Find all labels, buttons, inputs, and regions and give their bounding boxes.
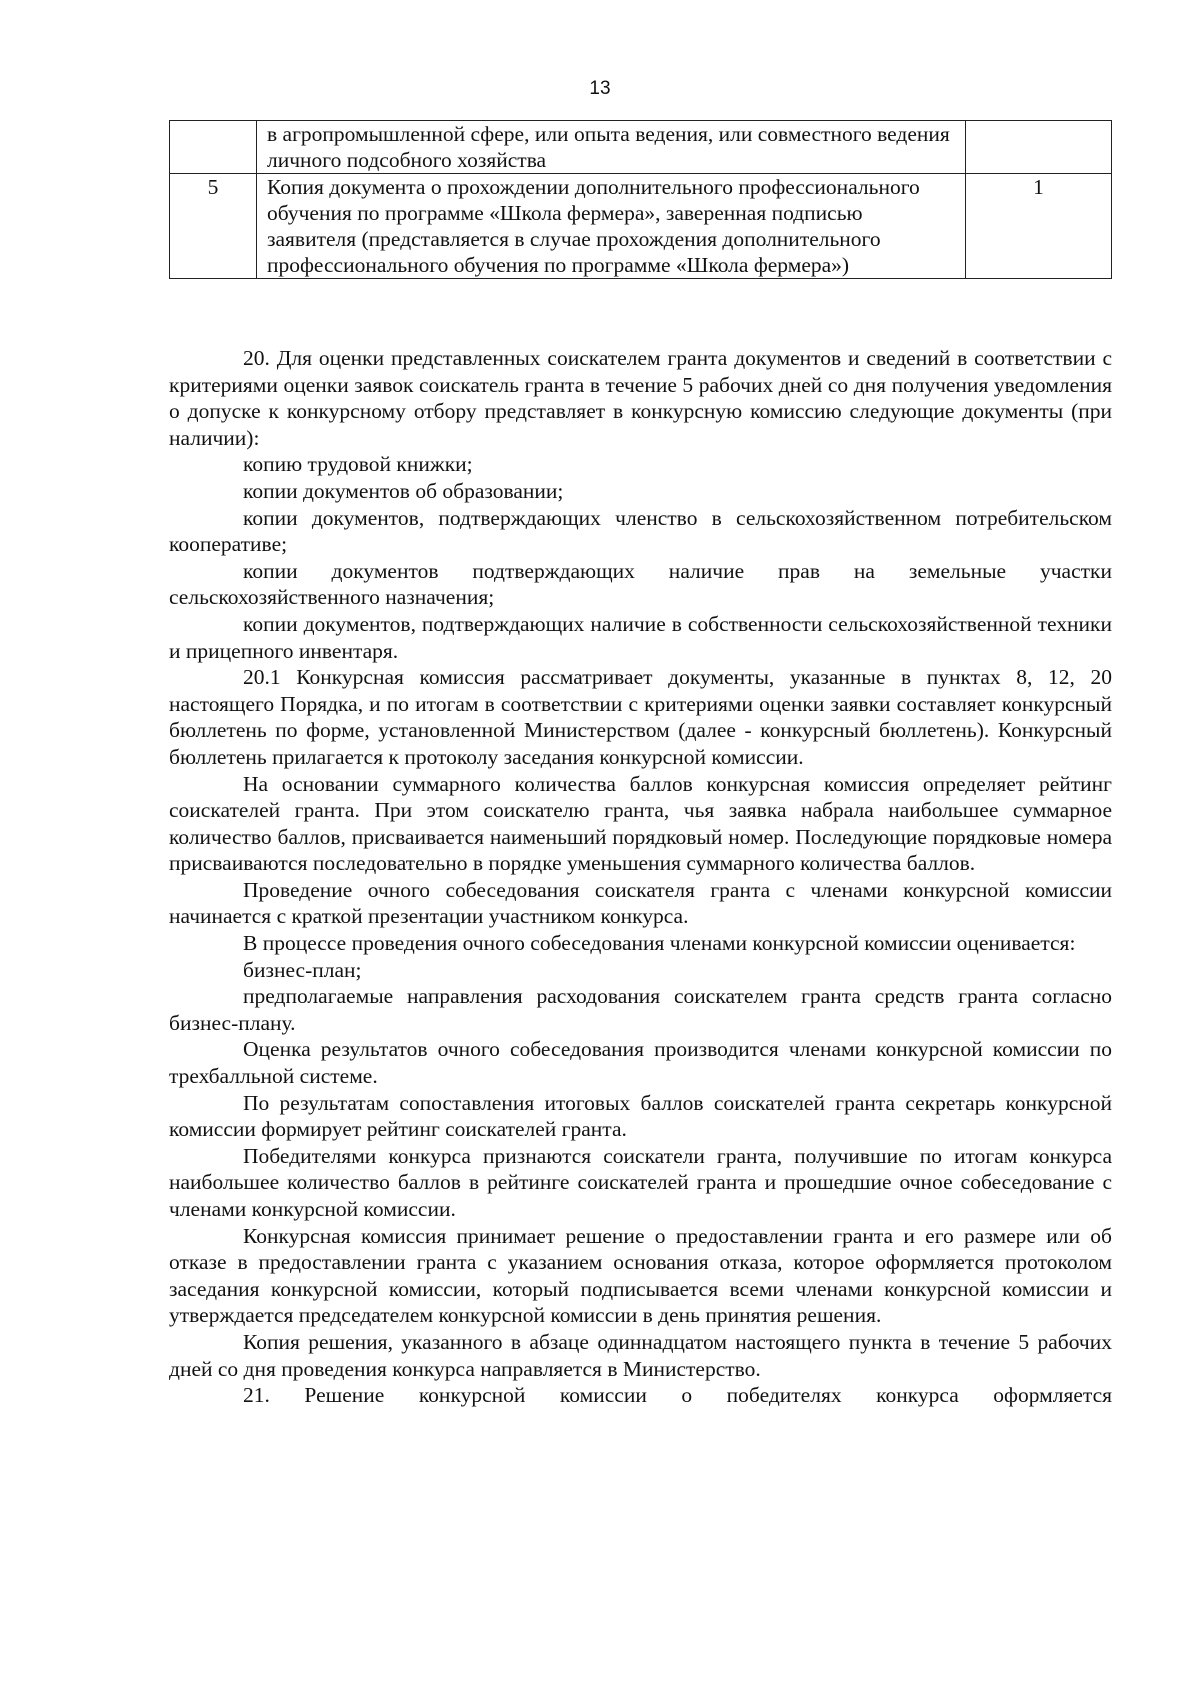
list-item: копии документов, подтверждающих членство в сельскохозяйственном потребительском кооперативе;	[169, 505, 1112, 557]
document-body	[169, 345, 1112, 1409]
criteria-table	[169, 120, 1112, 279]
list-item: копии документов об образовании;	[243, 478, 564, 503]
list-item: копии документов подтверждающих наличие прав на земельные участки сельскохозяйственного назначения;	[169, 558, 1112, 610]
paragraph: В процессе проведения очного собеседования членами конкурсной комиссии оценивается:	[243, 931, 1076, 956]
list-item: копии документов, подтверждающих наличие в собственности сельскохозяйственной техники и прицепного инвентаря.	[169, 611, 1112, 663]
table-cell-score	[966, 121, 1112, 174]
paragraph: Проведение очного собеседования соискателя гранта с членами конкурсной комиссии начинается с краткой презентации участником конкурса.	[169, 877, 1112, 929]
paragraph: Конкурсная комиссия принимает решение о предоставлении гранта и его размере или об отказе в предоставлении гранта с указанием основания отказа, которое оформляется протоколом заседания конкурсной комиссии, который подписывается всеми членами конкурсной комиссии и утверждается председателем конкурсной комиссии в день принятия решения.	[169, 1223, 1112, 1328]
paragraph: Победителями конкурса признаются соискатели гранта, получившие по итогам конкурса наибольшее количество баллов в рейтинге соискателей гранта и прошедшие очное собеседование с членами конкурсной комиссии.	[169, 1143, 1112, 1221]
paragraph: По результатам сопоставления итоговых баллов соискателей гранта секретарь конкурсной комиссии формирует рейтинг соискателей гранта.	[169, 1090, 1112, 1142]
table-cell-document: Копия документа о прохождении дополнительного профессионального обучения по программе «Школа фермера», заверенная подписью заявителя (представляется в случае прохождения дополнительного профессионального обучения по программе «Школа фермера»)	[257, 174, 966, 279]
list-item: бизнес-план;	[243, 957, 362, 982]
table-cell-score: 1	[966, 174, 1112, 279]
page-number: 13	[589, 78, 611, 99]
table-cell-number	[170, 121, 257, 174]
table-row	[170, 121, 1112, 174]
paragraph: Оценка результатов очного собеседования производится членами конкурсной комиссии по трехбалльной системе.	[169, 1037, 1112, 1089]
table-cell-document: в агропромышленной сфере, или опыта ведения, или совместного ведения личного подсобного хозяйства	[257, 121, 966, 174]
paragraph: Копия решения, указанного в абзаце одиннадцатом настоящего пункта в течение 5 рабочих дней со дня проведения конкурса направляется в Министерство.	[169, 1329, 1112, 1381]
paragraph: 21. Решение конкурсной комиссии о победителях конкурса оформляется	[243, 1383, 1112, 1408]
list-item: предполагаемые направления расходования соискателем гранта средств гранта согласно бизнес-плану.	[169, 984, 1112, 1035]
table-cell-number: 5	[170, 174, 257, 279]
table-row	[170, 174, 1112, 279]
paragraph: 20. Для оценки представленных соискателем гранта документов и сведений в соответствии с критериями оценки заявок соискатель гранта в течение 5 рабочих дней со дня получения уведомления о допуске к конкурсному отбору представляет в конкурсную комиссию следующие документы (при наличии):	[169, 346, 1112, 450]
list-item: копию трудовой книжки;	[243, 452, 473, 477]
paragraph: 20.1 Конкурсная комиссия рассматривает документы, указанные в пунктах 8, 12, 20 настоящего Порядка, и по итогам в соответствии с критериями оценки заявки составляет конкурсный бюллетень по форме, установленной Министерством (далее - конкурсный бюллетень). Конкурсный бюллетень прилагается к протоколу заседания конкурсной комиссии.	[169, 665, 1112, 769]
paragraph: На основании суммарного количества баллов конкурсная комиссия определяет рейтинг соискателей гранта. При этом соискателю гранта, чья заявка набрала наибольшее суммарное количество баллов, присваивается наименьший порядковый номер. Последующие порядковые номера присваиваются последовательно в порядке уменьшения суммарного количества баллов.	[169, 771, 1112, 876]
